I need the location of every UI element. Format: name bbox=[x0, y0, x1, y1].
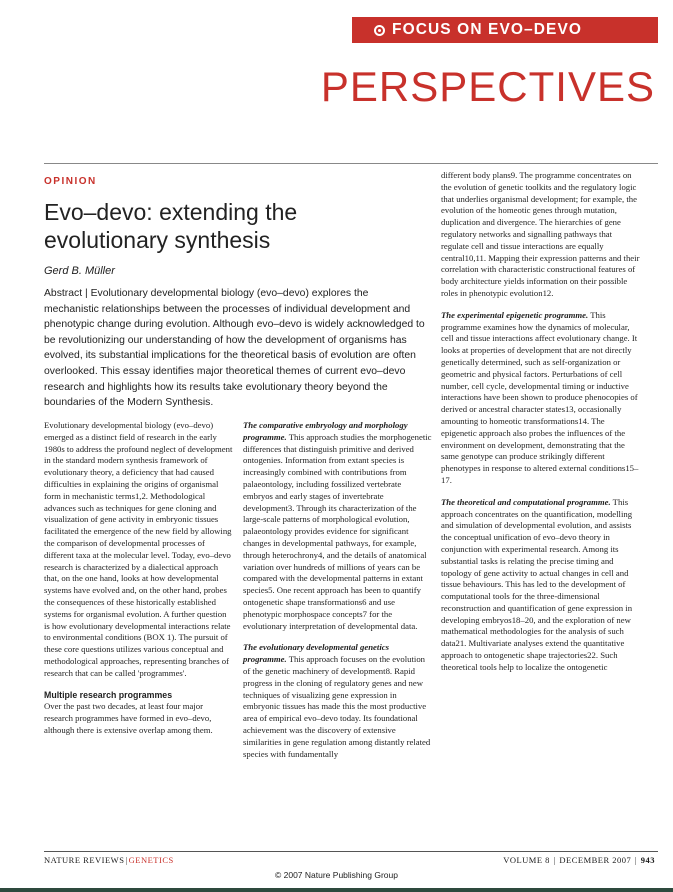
article-author: Gerd B. Müller bbox=[44, 265, 115, 277]
paragraph-block bbox=[243, 642, 432, 760]
paragraph: This approach focuses on the evolution of the genetic machinery of development8. Rapid progress in the cloning of regulatory genes and new techniques of visualizing gene expression in embryonic tissues has made this the most productive area of empirical evo–devo today. Its foundational achievement was the discovery of extensive similarities in gene regulation among distantly related species with fundamentally bbox=[243, 654, 431, 759]
copyright: © 2007 Nature Publishing Group bbox=[275, 870, 398, 880]
section-heading: Multiple research programmes bbox=[44, 689, 173, 700]
body-column-2 bbox=[243, 420, 432, 760]
banner-text: FOCUS ON EVO–DEVO bbox=[392, 21, 583, 38]
article-title: Evo–devo: extending the evolutionary synthesis bbox=[44, 199, 298, 253]
paragraph-block bbox=[441, 497, 641, 674]
focus-banner bbox=[352, 17, 658, 43]
body-column-1 bbox=[44, 420, 234, 737]
separator: | bbox=[634, 855, 638, 865]
paragraph-block bbox=[441, 310, 641, 487]
paragraph: Over the past two decades, at least four major research programmes have formed in evo–devo, although there is extensive overlap among them. bbox=[44, 701, 213, 735]
section-title: PERSPECTIVES bbox=[320, 63, 655, 110]
footer-journal bbox=[44, 855, 174, 865]
paragraph: Evolutionary developmental biology (evo–devo) emerged as a distinct field of research in the early 1980s to address the profound neglect of development in the standard modern synthesis framework of evolutionary theory, a deficiency that had caused difficulties in explaining the origins of organismal form in mechanistic terms1,2. Methodological advances such as techniques for gene cloning and visualization of gene activity in embryonic tissues facilitated the emergence of the new field by allowing the comparison of developmental processes of different taxa at the molecular level. Today, evo–devo research is characterized by a dialectical approach that, on the one hand, looks at how developmental systems have evolved and, on the other hand, probes the consequences of these historically established systems for organismal evolution. A further question is how evolutionary developmental interactions relate to environmental conditions (BOX 1). The pursuit of these core questions utilizes various conceptual and methodological approaches, representing branches of research that can be called 'programmes'. bbox=[44, 420, 233, 678]
bullet-icon bbox=[374, 25, 385, 36]
paragraph-lead: The theoretical and computational programme. bbox=[441, 496, 611, 507]
page-number: 943 bbox=[640, 855, 655, 865]
volume: VOLUME 8 bbox=[503, 855, 550, 865]
paragraph: This approach concentrates on the quantification, modelling and simulation of developmental evolution, and assists the conceptual unification of evo–devo theory in conjunction with experimental research. Among its substantial tasks is relating the precise timing and topology of gene activity to actual changes in cell and tissue behaviours. This has led to the development of computational tools for the three-dimensional reconstruction and quantification of gene expression in developing embryos18–20, and the exploration of new mathematical methodologies for the analysis of such data21. Multivariate analyses extend the quantitative approach to ontogenetic shape trajectories22. Such theoretical tools help to localize the ontogenetic bbox=[441, 496, 633, 672]
paragraph-lead: The evolutionary developmental genetics programme. bbox=[243, 642, 389, 665]
issue-date: DECEMBER 2007 bbox=[559, 855, 632, 865]
bottom-bar bbox=[0, 888, 673, 892]
paragraph-block bbox=[243, 420, 432, 632]
paragraph-lead: The comparative embryology and morphology programme. bbox=[243, 420, 408, 442]
body-column-3 bbox=[441, 170, 641, 674]
separator: | bbox=[553, 855, 556, 865]
paragraph: This programme examines how the dynamics of molecular, cell and tissue interactions affect evolutionary change. It looks at properties of development that are not directly genetically determined, such as self-organization or geometric and physical factors. Perturbations of cell number, cell cycle, developmental timing or inductive interactions have been shown to produce phenocopies of derived or ancestral character states13, occasionally amounting to homeotic transformations14. The epigenetic approach also probes the influences of the environment on development, demonstrating that the same genotype can produce strikingly different phenotypes in response to altered external conditions15–17. bbox=[441, 309, 639, 485]
paragraph: This approach studies the morphogenetic differences that distinguish primitive and derived ontogenies. Information from extant species is increasingly combined with contributions from palaeontology, including fossilized vertebrate embryos and early stages of invertebrate development3. Through its characterization of the large-scale patterns of morphological evolution, palaeontology provides evidence for significant changes in developmental pathways, for example, through heterochrony4, and the details of anatomical variation over hundreds of millions of years can be compared with the developmental patterns in extant species5. One recent approach has been to quantify ontogenetic shape transformations6 and use phenotypic morphospace concepts7 for the evolutionary interpretation of developmental data. bbox=[243, 431, 432, 631]
journal-section: GENETICS bbox=[128, 855, 174, 865]
journal-name: NATURE REVIEWS bbox=[44, 855, 125, 865]
paragraph: different body plans9. The programme concentrates on the evolution of genetic toolkits and the regulatory logic that underlies organismal development; for example, the evolution of the homeotic genes through mutation, duplication and divergence. The hierarchies of gene regulatory networks and signalling pathways that regulate cell and tissue interactions are equally central10,11. Mapping their expression patterns and their correlation with characteristic constructional features of body architecture yields information on their possible roles in phenotypic evolution12. bbox=[441, 170, 640, 298]
bottom-divider bbox=[44, 851, 658, 852]
separator: | bbox=[125, 855, 128, 865]
footer-issue bbox=[503, 855, 655, 865]
paragraph-lead: The experimental epigenetic programme. bbox=[441, 309, 589, 320]
article-abstract: Abstract | Evolutionary developmental biology (evo–devo) explores the mechanistic relationships between the processes of individual development and phenotypic change during evolution. Although evo–devo is widely acknowledged to be revolutionizing our understanding of how the development of organisms has evolved, its substantial implications for the theoretical basis of evolution are often overlooked. This essay identifies major theoretical themes of current evo–devo research and highlights how its results take evolutionary theory beyond the boundaries of the Modern Synthesis. bbox=[44, 288, 425, 409]
article-kicker: OPINION bbox=[44, 176, 97, 187]
top-divider bbox=[44, 163, 658, 164]
